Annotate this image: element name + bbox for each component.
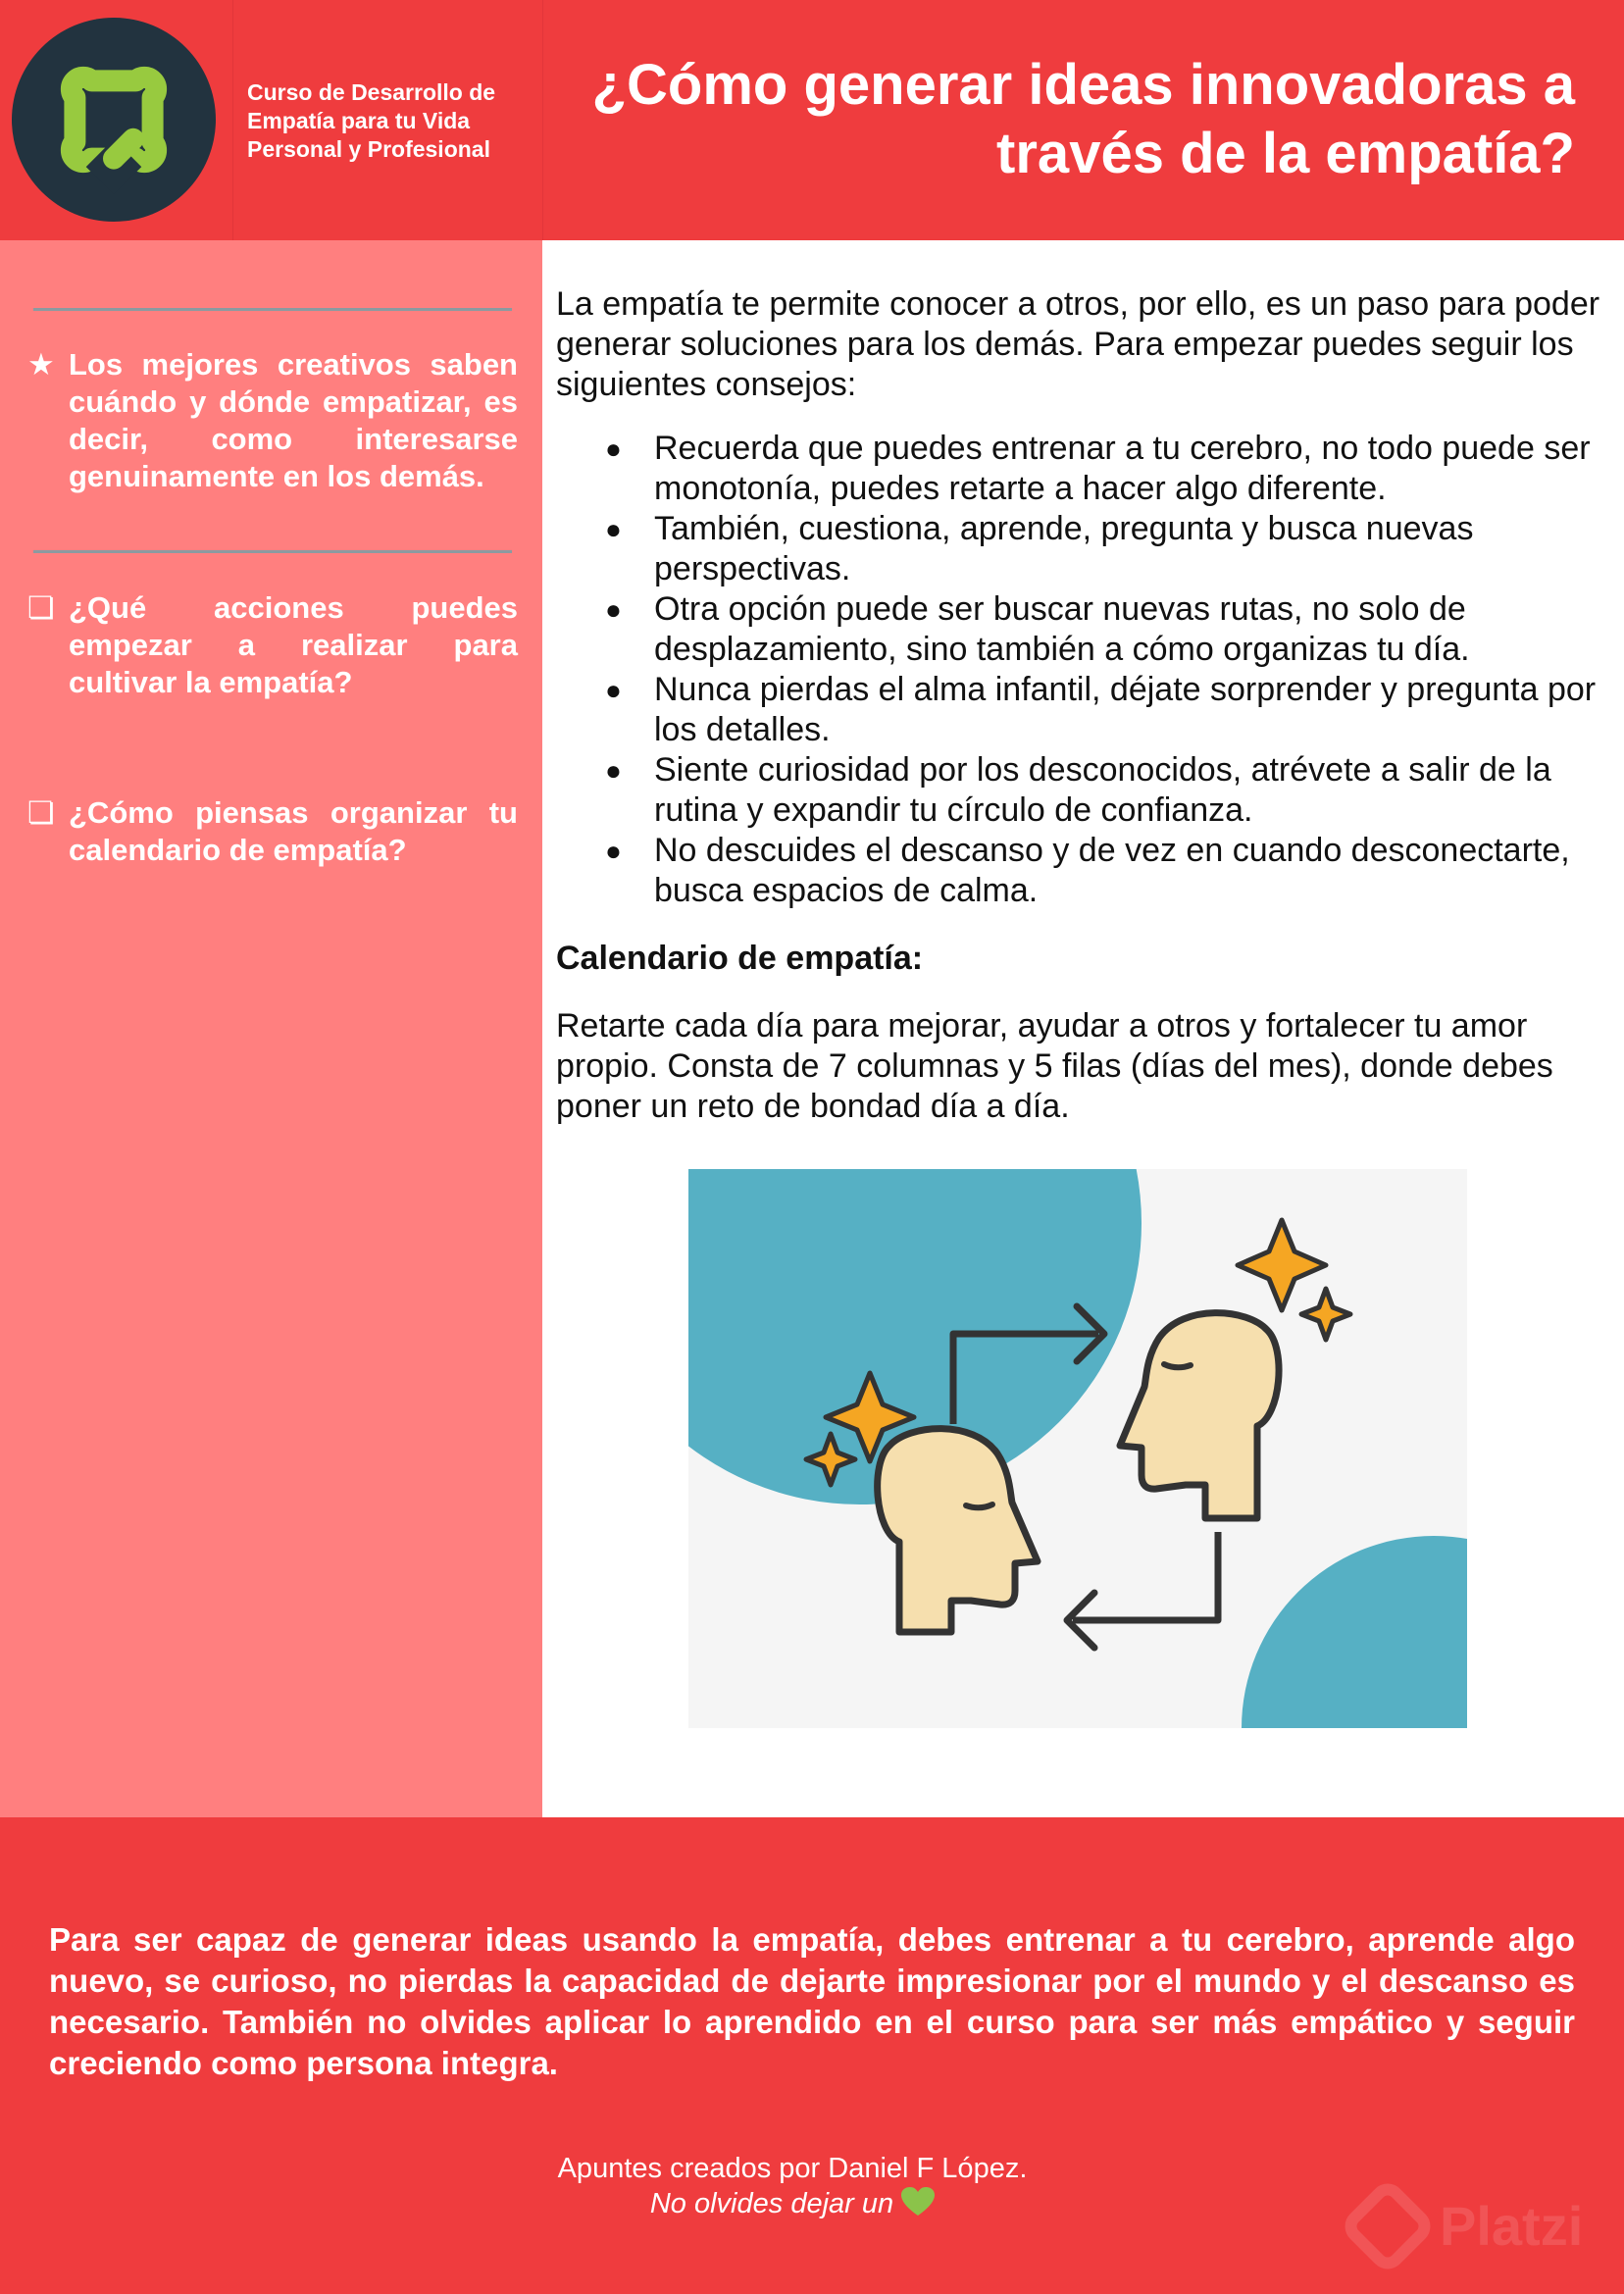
tip-text: Otra opción puede ser buscar nuevas rutas, no solo de desplazamiento, sino también a cómo organizas tu día. — [654, 590, 1470, 668]
bullet-icon: ● — [605, 594, 622, 625]
sidebar — [0, 240, 542, 1817]
star-icon: ★ — [27, 347, 55, 382]
bullet-icon: ● — [605, 433, 622, 464]
sidebar-question-2-text: ¿Cómo piensas organizar tu calendario de empatía? — [69, 795, 518, 867]
author-credit: Apuntes creados por Daniel F López. — [557, 2153, 1028, 2184]
summary-paragraph: Para ser capaz de generar ideas usando la empatía, debes entrenar a tu cerebro, aprende algo nuevo, se curioso, no pierdas la capacidad de dejarte impresionar por el mundo y el descanso es necesario. También no olvides aplicar lo aprendido en el curso para ser más empático y seguir creciendo como persona integra. — [49, 1921, 1575, 2081]
header-banner — [0, 0, 1624, 240]
sidebar-key-idea-text: Los mejores creativos saben cuándo y dónde empatizar, es decir, como interesarse genuinamente en los demás. — [69, 347, 518, 493]
bullet-icon: ● — [605, 755, 622, 786]
sidebar-question-1 — [27, 589, 518, 701]
course-cell — [233, 0, 543, 240]
tip-text: No descuides el descanso y de vez en cuando desconectarte, busca espacios de calma. — [654, 832, 1570, 909]
bullet-icon: ● — [605, 675, 622, 705]
tips-list — [605, 429, 1605, 911]
footer — [0, 1817, 1624, 2294]
page-title: ¿Cómo generar ideas innovadoras a través de la empatía? — [591, 53, 1575, 185]
calendar-heading: Calendario de empatía: — [556, 940, 924, 977]
list-item — [605, 831, 1605, 911]
checkbox-icon: ❏ — [27, 795, 55, 830]
main-content — [556, 284, 1605, 1127]
green-heart-icon — [901, 2187, 935, 2217]
logo-cell — [0, 0, 233, 240]
watermark-text: Platzi — [1440, 2195, 1584, 2257]
platzi-watermark — [1334, 2172, 1618, 2280]
list-item — [605, 750, 1605, 831]
checkbox-icon: ❏ — [27, 590, 55, 625]
platzi-logo-icon — [12, 18, 216, 222]
tip-text: También, cuestiona, aprende, pregunta y busca nuevas perspectivas. — [654, 510, 1474, 587]
two-heads-empathy-illustration — [688, 1169, 1467, 1728]
sidebar-question-1-text: ¿Qué acciones puedes empezar a realizar para cultivar la empatía? — [69, 590, 518, 699]
intro-paragraph: La empatía te permite conocer a otros, por ello, es un paso para poder generar soluciones para los demás. Para empezar puedes seguir los siguientes consejos: — [556, 285, 1600, 403]
sidebar-key-idea — [27, 346, 518, 495]
sidebar-divider — [33, 308, 512, 311]
sidebar-question-2 — [27, 794, 518, 869]
calendar-paragraph: Retarte cada día para mejorar, ayudar a otros y fortalecer tu amor propio. Consta de 7 columnas y 5 filas (días del mes), donde debes poner un reto de bondad día a día. — [556, 1007, 1553, 1125]
list-item — [605, 589, 1605, 670]
list-item — [605, 509, 1605, 589]
tip-text: Siente curiosidad por los desconocidos, atrévete a salir de la rutina y expandir tu círculo de confianza. — [654, 751, 1551, 829]
sidebar-divider — [33, 550, 512, 553]
bullet-icon: ● — [605, 836, 622, 866]
bullet-icon: ● — [605, 514, 622, 544]
course-title: Curso de Desarrollo de Empatía para tu Vida Personal y Profesional — [247, 79, 496, 162]
tip-text: Recuerda que puedes entrenar a tu cerebro, no todo puede ser monotonía, puedes retarte a hacer algo diferente. — [654, 430, 1591, 507]
tip-text: Nunca pierdas el alma infantil, déjate sorprender y pregunta por los detalles. — [654, 671, 1597, 748]
like-reminder-text: No olvides dejar un — [649, 2188, 894, 2219]
list-item — [605, 670, 1605, 750]
list-item — [605, 429, 1605, 509]
